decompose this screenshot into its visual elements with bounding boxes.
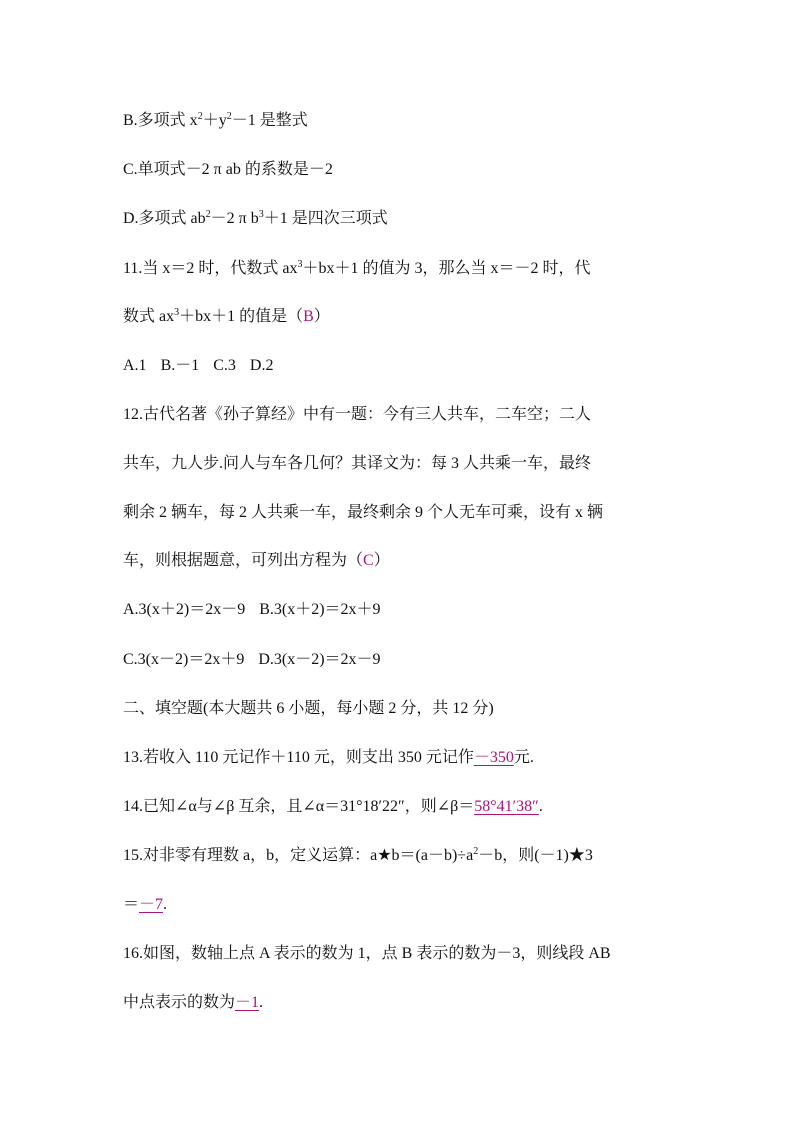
answer-14: 58°41′38″ — [474, 798, 539, 815]
option-b: B.－1 — [160, 357, 200, 374]
question-16-line-2: 中点表示的数为－1. — [123, 994, 264, 1011]
line-option-d: D.多项式 $ab^2-2$ π $b^3+1$ 是四次三项式 — [123, 209, 388, 227]
question-12-line-3: 剩余 2 辆车，每 2 人共乘一车，最终剩余 9 个人无车可乘，设有 x 辆 — [123, 504, 604, 521]
question-13: 13.若收入 110 元记作＋110 元，则支出 350 元记作－350元. — [123, 749, 534, 766]
option-a: A.1 — [123, 357, 147, 374]
question-11-line-2: 数式 $ax^3+bx+1$ 的值是（B） — [123, 307, 330, 325]
section-heading: 二、填空题(本大题共 6 小题，每小题 2 分，共 12 分) — [123, 700, 494, 717]
question-12-line-4: 车，则根据题意，可列出方程为（C） — [123, 552, 390, 569]
question-15-line-1: 15.对非零有理数 a，b，定义运算：$a★b=(a-b)\div a^2-b$，则(－1)★3 — [123, 846, 593, 864]
question-14: 14.已知∠α与∠β 互余，且∠α＝31°18′22″，则∠β＝58°41′38″. — [123, 798, 543, 815]
answer-13: －350 — [473, 749, 514, 766]
option-b: B.3(x＋2)＝2x＋9 — [259, 601, 381, 618]
question-16-line-1: 16.如图，数轴上点 A 表示的数为 1，点 B 表示的数为－3，则线段 AB — [123, 945, 611, 962]
question-11-options — [123, 355, 273, 377]
question-12-line-1: 12.古代名著《孙子算经》中有一题：今有三人共车，二车空；二人 — [123, 406, 592, 423]
question-11-line-1: 11.当 x＝2 时，代数式 $ax^3+bx+1$ 的值为 3，那么当 x＝－2 时，代 — [123, 259, 591, 277]
question-12-options-cd — [123, 649, 381, 671]
question-15-line-2: ＝－7. — [123, 896, 168, 913]
option-a: A.3(x＋2)＝2x－9 — [123, 601, 246, 618]
option-d: D.3(x－2)＝2x－9 — [258, 651, 381, 668]
question-12-line-2: 共车，九人步.问人与车各几何？其译文为：每 3 人共乘一车，最终 — [123, 455, 592, 472]
answer-11: B — [303, 308, 314, 325]
answer-16: －1 — [235, 994, 260, 1011]
line-option-c: C.单项式－2 π ab 的系数是－2 — [123, 161, 333, 178]
line-option-b: B.多项式 $x^2+y^2-1$ 是整式 — [123, 111, 308, 129]
answer-12: C — [363, 552, 374, 569]
question-12-options-ab — [123, 599, 381, 621]
option-d: D.2 — [249, 357, 274, 374]
option-c: C.3 — [213, 357, 236, 374]
answer-15: －7 — [139, 896, 164, 913]
option-c: C.3(x－2)＝2x＋9 — [123, 651, 245, 668]
